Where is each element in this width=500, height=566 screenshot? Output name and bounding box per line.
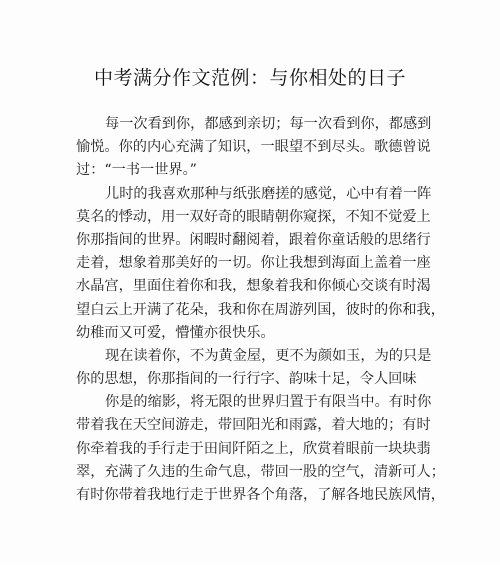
paragraph-line: 你的思想，你那指间的一行行字、韵味十足，令人回味 [76, 371, 417, 388]
page-edge [0, 556, 500, 566]
paragraph-line: 你那指间的世界。闲暇时翻阅着，跟着你童话般的思绪行 [76, 231, 431, 248]
paragraph-line: 水晶宫，里面住着你和我，想象着我和你倾心交谈有时渴 [76, 278, 431, 295]
paragraph-line: 你牵着我的手行走于田间阡陌之上，欣赏着眼前一块块翡 [76, 440, 431, 457]
paragraph-line: 每一次看到你，都感到亲切；每一次看到你，都感到 [105, 116, 432, 132]
paragraph-line: 走着，想象着那美好的一切。你让我想到海面上盖着一座 [76, 255, 431, 272]
paragraph-line: 望白云上开满了花朵，我和你在周游列国，彼时的你和我， [76, 301, 445, 318]
paragraph-line: 过：“一书一世界。” [76, 162, 197, 179]
paragraph-line: 有时你带着我地行走于世界各个角落，了解各地民族风情， [76, 487, 445, 503]
paragraph-line: 你是的缩影，将无限的世界归置于有限当中。有时你 [105, 394, 432, 411]
document-body [76, 113, 445, 507]
paragraph-line: 带着我在天空间游走，带回阳光和雨露，着大地的；有时 [76, 417, 431, 434]
paragraph-line: 儿时的我喜欢那种与纸张磨搓的感觉，心中有着一阵 [105, 185, 432, 202]
paragraph-line: 愉悦。你的内心充满了知识，一眼望不到尽头。歌德曾说 [76, 139, 431, 156]
document-title: 中考满分作文范例：与你相处的日子 [93, 67, 406, 89]
paragraph-line: 幼稚而又可爱，懵懂亦很快乐。 [76, 324, 275, 341]
paragraph-line: 现在读着你，不为黄金屋，更不为颜如玉，为的只是 [105, 347, 432, 364]
paragraph-line: 翠，充满了久违的生命气息，带回一股的空气，清新可人； [76, 463, 445, 480]
paragraph-line: 莫名的悸动，用一双好奇的眼睛朝你窥探，不知不觉爱上 [76, 208, 431, 225]
